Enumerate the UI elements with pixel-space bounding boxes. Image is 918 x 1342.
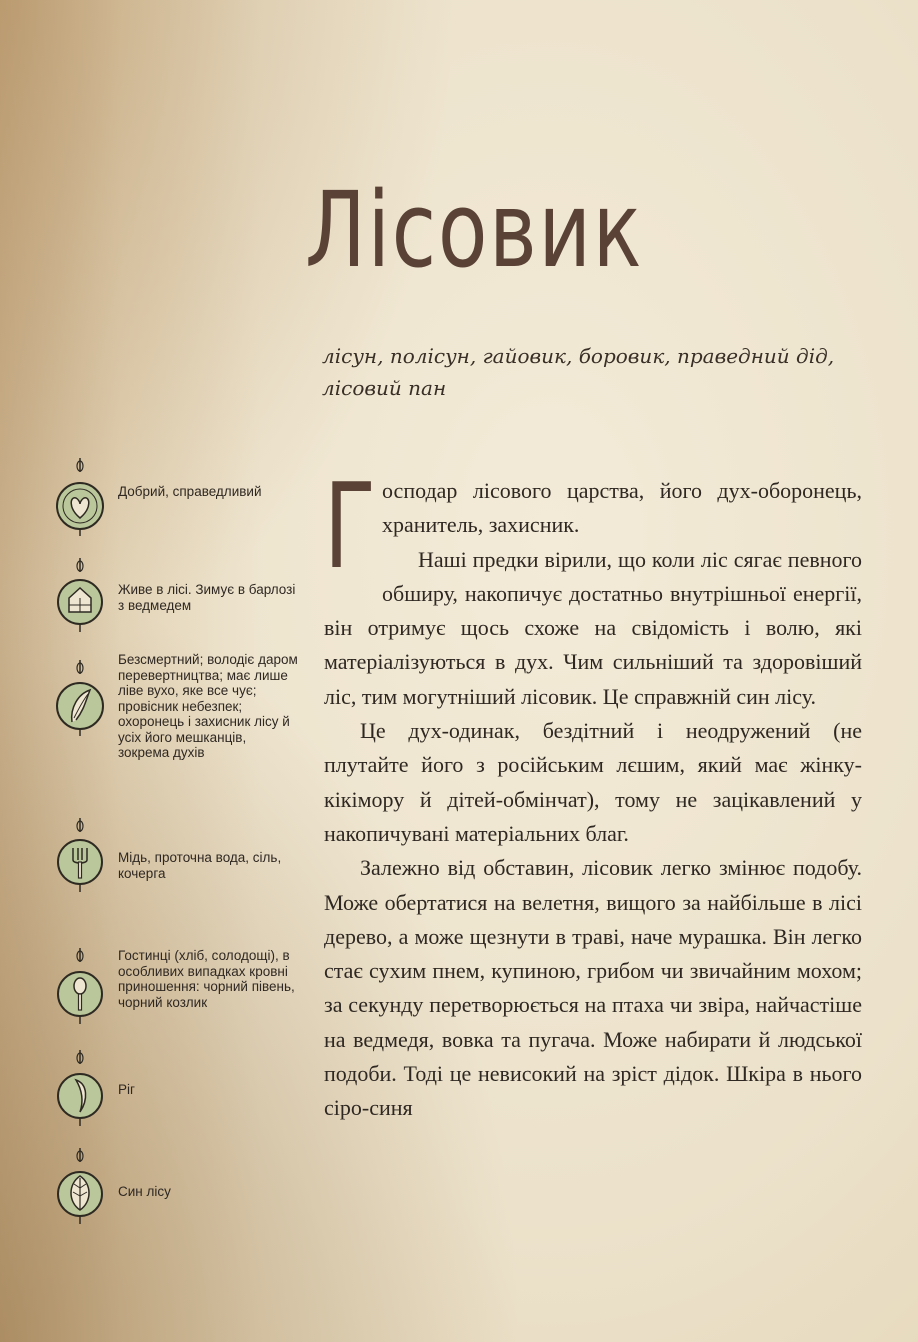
sidebar-item-label: Син лісу	[118, 1184, 171, 1199]
sidebar-item-label: Ріг	[118, 1082, 135, 1097]
paragraph: Це дух-одинак, бездітний і неодружений (не плутайте його з російським лєшим, який має жінку-кікімору й дітей-обмінчат), тому не зацікавлений у накопичувані матеріальних благ.	[324, 718, 862, 846]
paragraph-text: осподар лісового царства, його дух-оборонець, хранитель, захисник.	[382, 478, 862, 538]
drop-cap: Г	[324, 457, 376, 595]
feather-icon	[50, 660, 110, 740]
horn-icon	[50, 1050, 110, 1130]
house-icon	[50, 558, 110, 638]
fork-icon	[50, 818, 110, 898]
paragraph: Залежно від обставин, лісовик легко змінює подобу. Може обертатися на велетня, вищого за найбільше в лісі дерево, а може щезнути в траві, наче мурашка. Він легко стає сухим пнем, купиною, грибом чи звичайним мохом; за секунду перетворюється на птаха чи звіра, найчастіше на ведмедя, вовка та пугача. Може набирати й людської подоби. Тоді це невисокий на зріст дідок. Шкіра в нього сіро-синя	[324, 855, 862, 1121]
sidebar-item-label: Мідь, проточна вода, сіль, кочерга	[118, 850, 282, 881]
sidebar-item-label: Гостинці (хліб, солодощі), в особливих випадках кровні приношення: чорний півень, чорний козлик	[118, 948, 295, 1010]
sidebar-item-label: Добрий, справедливий	[118, 484, 262, 499]
leaf-icon	[50, 1148, 110, 1228]
paragraph: Наші предки вірили, що коли ліс сягає певного обширу, накопичує достатньо внутрішньої енергії, він отримує щось схоже на свідомість і волю, які матеріалізуються в дух. Чим сильніший та здоровіший ліс, тим могутніший лісовик. Це справжній син лісу.	[324, 546, 862, 709]
body-text	[324, 457, 862, 1126]
page-title: Лісовик	[305, 169, 644, 291]
spoon-icon	[50, 948, 110, 1028]
aliases-subtitle: лісун, полісун, гайовик, боровик, праведний дід, лісовий пан	[322, 344, 835, 400]
paragraph	[324, 457, 862, 595]
heart-icon	[50, 458, 110, 538]
sidebar-item-label: Безсмертний; володіє даром перевертництва; має лише ліве вухо, яке все чує; провісник небезпек; охоронець і захисник лісу й усіх його мешканців, зокрема духів	[118, 652, 298, 760]
sidebar-item-label: Живе в лісі. Зимує в барлозі з ведмедем	[118, 582, 296, 613]
